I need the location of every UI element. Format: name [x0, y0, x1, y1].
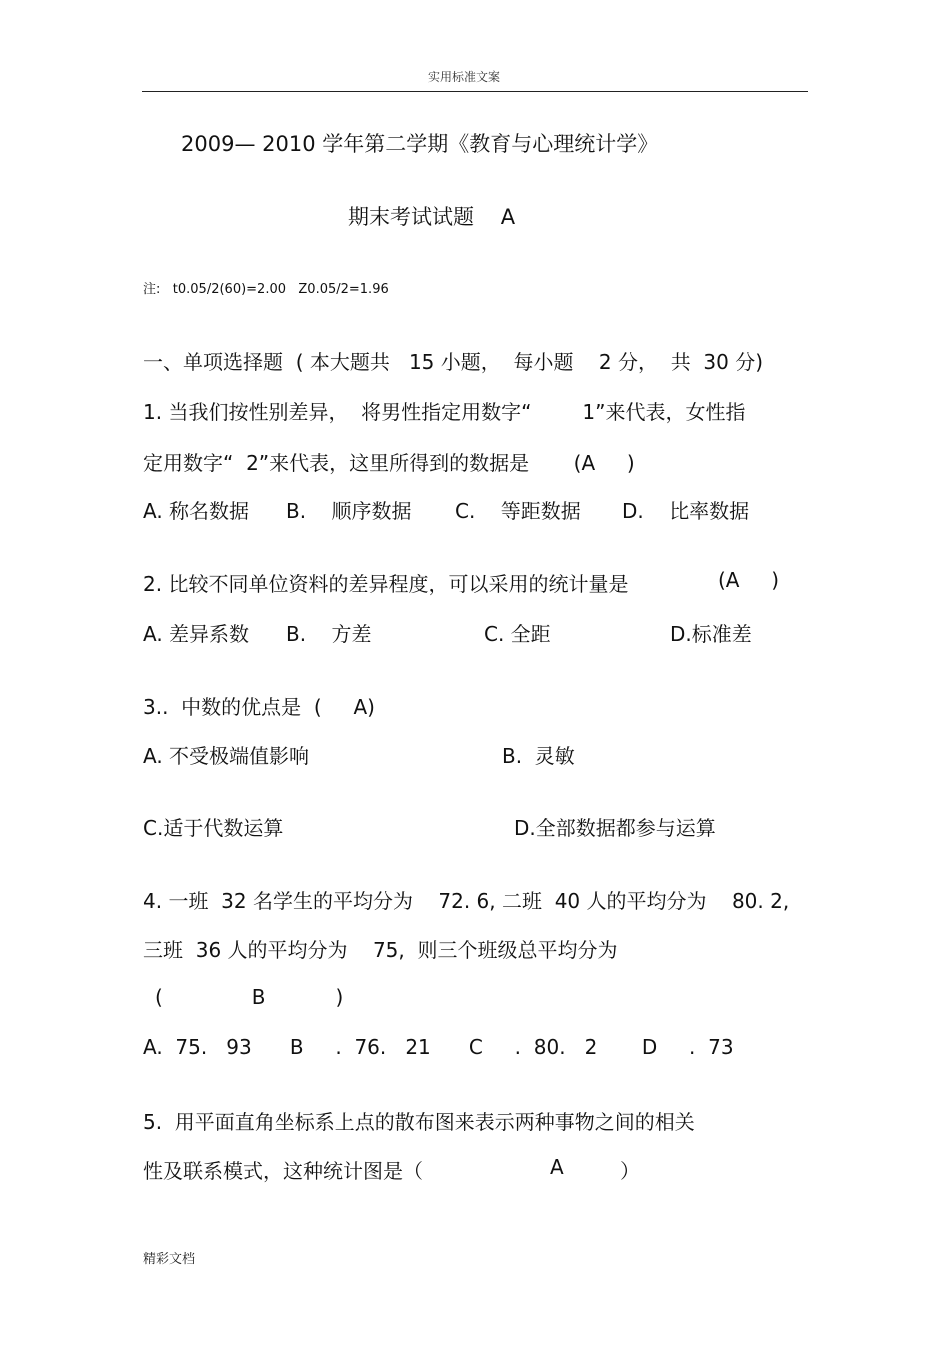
question-1-line-1: 1. 当我们按性别差异， 将男性指定用数字“ 1”来代表，女性指 — [143, 400, 746, 424]
header-rule — [142, 91, 808, 92]
exam-subtitle: 期末考试试题 A — [348, 205, 516, 229]
question-4-answer: ( B ) — [155, 985, 344, 1009]
question-2-option-b: B. 方差 — [286, 622, 372, 646]
question-1-line-2: 定用数字“ 2”来代表，这里所得到的数据是 (A ) — [143, 451, 635, 475]
section-heading: 一、单项选择题 ( 本大题共 15 小题， 每小题 2 分， 共 30 分) — [143, 350, 764, 374]
question-2-option-d: D.标准差 — [670, 622, 752, 646]
question-2-answer: (A ) — [718, 568, 780, 592]
question-3-option-d: D.全部数据都参与运算 — [514, 816, 716, 840]
question-2-option-c: C. 全距 — [484, 622, 551, 646]
question-4-options: A. 75. 93 B . 76. 21 C . 80. 2 D . 73 — [143, 1035, 734, 1059]
question-3-line-1: 3.. 中数的优点是 ( A) — [143, 695, 375, 719]
note-text: 注: t0.05/2(60)=2.00 Z0.05/2=1.96 — [143, 282, 389, 297]
question-1-option-d: D. 比率数据 — [622, 499, 750, 523]
page-header: 实用标准文案 — [428, 70, 501, 84]
page-footer: 精彩文档 — [143, 1252, 196, 1267]
question-1-option-a: A. 称名数据 — [143, 499, 250, 523]
question-1-option-c: C. 等距数据 — [455, 499, 581, 523]
question-4-line-1: 4. 一班 32 名学生的平均分为 72. 6, 二班 40 人的平均分为 80. 2, — [143, 889, 790, 913]
question-5-close-paren: ） — [620, 1159, 640, 1183]
question-3-option-a: A. 不受极端值影响 — [143, 744, 310, 768]
question-1-option-b: B. 顺序数据 — [286, 499, 412, 523]
question-5-answer: A — [550, 1155, 564, 1179]
question-2-line-1: 2. 比较不同单位资料的差异程度，可以采用的统计量是 — [143, 572, 629, 596]
question-5-line-1: 5. 用平面直角坐标系上点的散布图来表示两种事物之间的相关 — [143, 1110, 695, 1134]
question-4-line-2: 三班 36 人的平均分为 75, 则三个班级总平均分为 — [143, 938, 618, 962]
question-5-line-2: 性及联系模式，这种统计图是（ — [143, 1159, 423, 1183]
question-2-option-a: A. 差异系数 — [143, 622, 250, 646]
question-3-option-b: B. 灵敏 — [502, 744, 575, 768]
exam-title: 2009— 2010 学年第二学期《教育与心理统计学》 — [181, 132, 659, 156]
question-3-option-c: C.适于代数运算 — [143, 816, 284, 840]
